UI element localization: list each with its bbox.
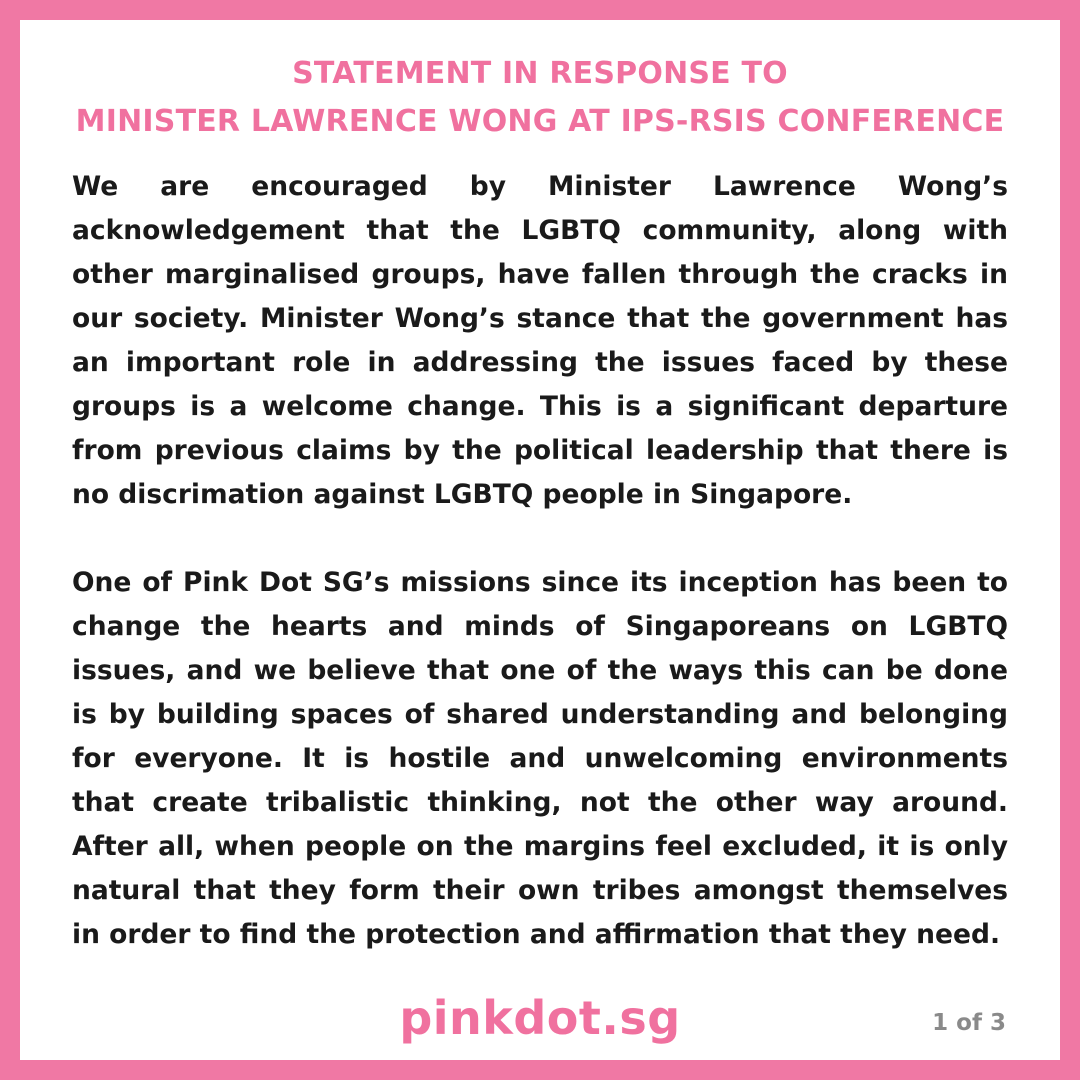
pinkdot-logo: pinkdot.sg	[399, 991, 681, 1045]
heading-line-1: STATEMENT IN RESPONSE TO	[292, 56, 788, 91]
statement-body	[72, 165, 1008, 957]
paragraph-1: We are encouraged by Minister Lawrence Wong’s acknowledgement that the LGBTQ community, along with other marginalised groups, have fallen through the cracks in our society. Minister Wong’s stance that the government has an important role in addressing the issues faced by these groups is a welcome change. This is a significant departure from previous claims by the political leadership that there is no discrimation against LGBTQ people in Singapore.	[72, 171, 1008, 510]
page-indicator: 1 of 3	[932, 1010, 1006, 1036]
statement-heading	[20, 50, 1060, 146]
paragraph-2: One of Pink Dot SG’s missions since its inception has been to change the hearts and minds of Singaporeans on LGBTQ issues, and we believe that one of the ways this can be done is by building spaces of shared understanding and belonging for everyone. It is hostile and unwelcoming environments that create tribalistic thinking, not the other way around. After all, when people on the margins feel excluded, it is only natural that they form their own tribes amongst themselves in order to find the protection and affirmation that they need.	[72, 567, 1008, 950]
heading-line-2: MINISTER LAWRENCE WONG AT IPS-RSIS CONFERENCE	[75, 104, 1005, 139]
